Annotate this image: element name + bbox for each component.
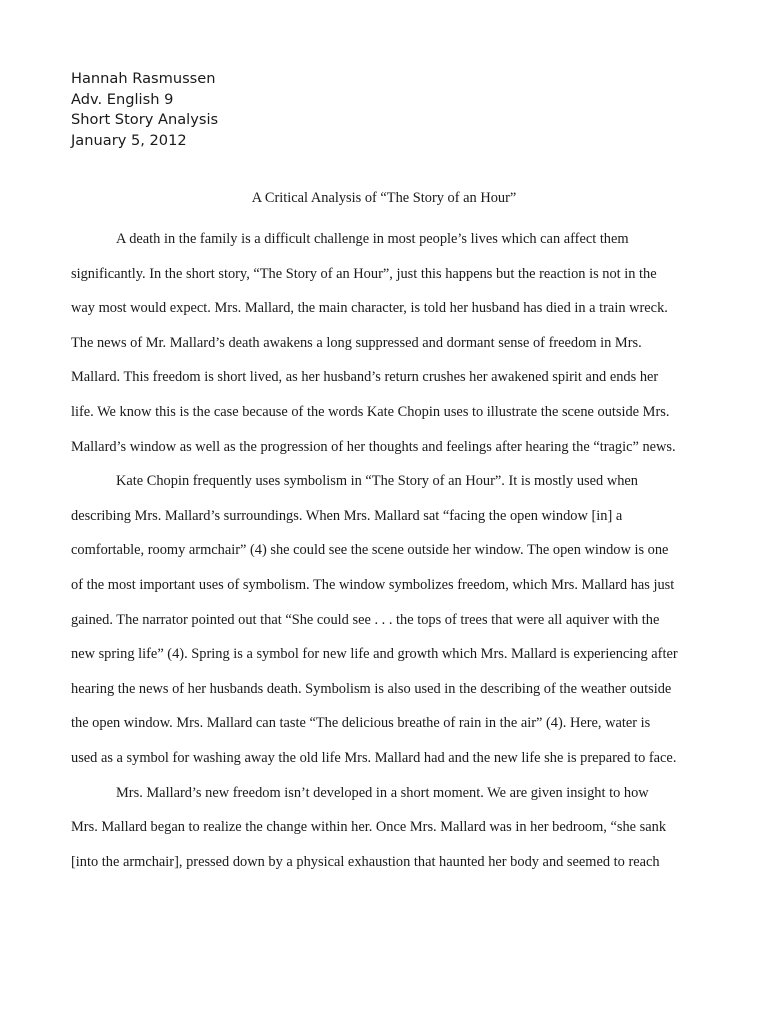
paragraph-1-line-7: Mallard’s window as well as the progression of her thoughts and feelings after hearing the “tragic” news.	[71, 438, 676, 455]
paragraph-1-line-6: life. We know this is the case because of the words Kate Chopin uses to illustrate the scene outside Mrs.	[71, 403, 670, 420]
paragraph-3-line-3: [into the armchair], pressed down by a physical exhaustion that haunted her body and seemed to reach	[71, 853, 660, 870]
paragraph-2-line-7: hearing the news of her husbands death. Symbolism is also used in the describing of the weather outside	[71, 680, 672, 697]
paragraph-2-line-2: describing Mrs. Mallard’s surroundings. When Mrs. Mallard sat “facing the open window [in] a	[71, 507, 623, 524]
paragraph-2-line-4: of the most important uses of symbolism. The window symbolizes freedom, which Mrs. Mallard has just	[71, 576, 675, 593]
course-name: Adv. English 9	[71, 90, 174, 108]
essay-title: A Critical Analysis of “The Story of an Hour”	[251, 190, 517, 206]
paragraph-3-line-1: Mrs. Mallard’s new freedom isn’t developed in a short moment. We are given insight to how	[116, 784, 649, 801]
paragraph-2-line-9: used as a symbol for washing away the old life Mrs. Mallard had and the new life she is prepared to face.	[71, 749, 677, 766]
paragraph-2-line-8: the open window. Mrs. Mallard can taste “The delicious breathe of rain in the air” (4). Here, water is	[71, 715, 651, 732]
essay-body	[71, 222, 711, 879]
paragraph-3-line-2: Mrs. Mallard began to realize the change within her. Once Mrs. Mallard was in her bedroom, “she sank	[71, 819, 667, 836]
paragraph-2-line-3: comfortable, roomy armchair” (4) she could see the scene outside her window. The open window is one	[71, 542, 669, 559]
paragraph-1-line-2: significantly. In the short story, “The Story of an Hour”, just this happens but the reaction is not in the	[71, 265, 657, 282]
author-name: Hannah Rasmussen	[71, 70, 216, 87]
essay-header	[71, 69, 218, 151]
paragraph-2-line-1: Kate Chopin frequently uses symbolism in “The Story of an Hour”. It is mostly used when	[116, 473, 638, 490]
paragraph-2-line-6: new spring life” (4). Spring is a symbol for new life and growth which Mrs. Mallard is experiencing after	[71, 646, 678, 663]
assignment-name: Short Story Analysis	[71, 111, 219, 128]
paragraph-1-line-1: A death in the family is a difficult challenge in most people’s lives which can affect them	[116, 231, 629, 247]
paragraph-1-line-4: The news of Mr. Mallard’s death awakens a long suppressed and dormant sense of freedom in Mrs.	[71, 334, 642, 351]
paragraph-1-line-5: Mallard. This freedom is short lived, as her husband’s return crushes her awakened spirit and ends her	[71, 369, 659, 386]
paragraph-1-line-3: way most would expect. Mrs. Mallard, the main character, is told her husband has died in a train wreck.	[71, 300, 668, 317]
essay-date: January 5, 2012	[71, 131, 187, 149]
paragraph-2-line-5: gained. The narrator pointed out that “She could see . . . the tops of trees that were all aquiver with the	[71, 611, 660, 628]
